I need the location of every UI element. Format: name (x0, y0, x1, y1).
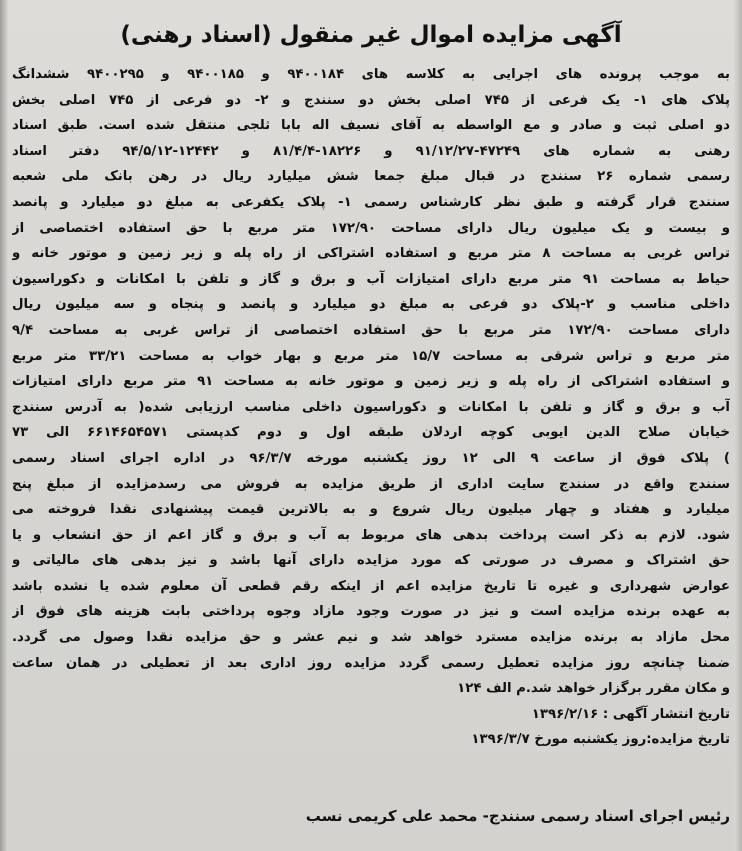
publish-date-line: تاریخ انتشار آگهی : ۱۳۹۶/۲/۱۶ (531, 706, 730, 722)
body-line: آب و برق و گاز و تلفن با امکانات و دکوراسیون داخلی مناسب ارزیابی شده( به آدرس سنندج (12, 399, 730, 415)
body-line: دارای مساحت ۱۷۲/۹۰ متر مربع با حق استفاده اختصاصی از تراس غربی به مساحت ۹/۴ (12, 322, 730, 338)
paper-right-edge (734, 0, 742, 851)
body-line: تراس غربی به مساحت ۸ متر مربع و استفاده اشتراکی از راه پله و زیر زمین و موتور خانه و (12, 246, 730, 262)
body-line: محل مازاد به برنده مزایده مسترد خواهد شد و نیم عشر و حق مزایده نقدا وصول می گردد. (12, 630, 730, 646)
body-line: ) پلاک فوق از ساعت ۹ الی ۱۲ روز یکشنبه مورخه ۹۶/۳/۷ در اداره اجرای اسناد رسمی (12, 450, 730, 466)
body-line: حیاط به مساحت ۹۱ متر مربع دارای امتیازات آب و برق و گاز و تلفن با امکانات و دکوراسیون (12, 271, 730, 287)
body-line: به عهده برنده مزایده است و نیز در صورت وجود مازاد وجوه پرداختی بابت هزینه های فوق از (12, 604, 730, 620)
body-line: ضمنا چنانچه روز مزایده تعطیل رسمی گردد مزایده روز اداری بعد از تعطیلی در همان ساعت (12, 655, 730, 671)
body-line: به موجب پرونده های اجرایی به کلاسه های ۹۴۰۰۱۸۴ و ۹۴۰۰۱۸۵ و ۹۴۰۰۲۹۵ ششدانگ (12, 67, 730, 82)
signature: رئیس اجرای اسناد رسمی سنندج- محمد علی کریمی نسب (305, 807, 730, 825)
body-line: دو اصلی ثبت و صادر و مع الواسطه به آقای نسیف اله بابا ثلجی منتقل شده است. طبق اسناد (12, 118, 730, 134)
body-line: و بیست و یک میلیون ریال دارای مساحت ۱۷۲/۹۰ متر مربع با حق استفاده اختصاصی از (12, 220, 730, 236)
body-line: سنندج واقع در سنندج سایت اداری از طریق مزایده به فروش می رسدمزایده از مبلغ پنج (12, 476, 730, 492)
body-line: رسمی شماره ۲۶ سنندج در قبال مبلغ جمعا شش میلیارد ریال در رهن بانک ملی شعبه (12, 169, 730, 185)
body-line: داخلی مناسب و ۲-پلاک دو فرعی به مبلغ دو میلیارد و پانصد و پنجاه و سه میلیون ریال (12, 297, 730, 313)
auction-date-line: تاریخ مزایده:روز یکشنبه مورخ ۱۳۹۶/۳/۷ (471, 732, 730, 748)
body-line: شود. لازم به ذکر است پرداخت بدهی های مربوط به آب و برق و گاز اعم از حق انشعاب و یا (12, 527, 730, 543)
body-line: متر مربع و تراس شرقی به مساحت ۱۵/۷ متر مربع و بهار خواب به مساحت ۳۳/۲۱ متر مربع (12, 348, 730, 364)
notice-title: آگهی مزایده اموال غیر منقول (اسناد رهنی) (120, 22, 622, 48)
body-line: و مکان مقرر برگزار خواهد شد.م الف ۱۲۴ (457, 681, 730, 697)
body-line: و استفاده اشتراکی از راه پله و زیر زمین و موتور خانه به مساحت ۹۱ متر مربع دارای امتیازات (12, 374, 730, 390)
paper-left-edge (0, 0, 8, 851)
body-line: پلاک های ۱- یک فرعی از ۷۴۵ اصلی بخش دو سنندج و ۲- دو فرعی از ۷۴۵ اصلی بخش (12, 92, 730, 108)
body-line: رهنی به شماره های ۴۷۲۴۹-۹۱/۱۲/۲۷ و ۱۸۲۲۶-۸۱/۴/۴ و ۱۲۴۴۲-۹۴/۵/۱۲ دفتر اسناد (12, 143, 730, 159)
body-line: خیابان صلاح الدین ایوبی کوچه اردلان طبقه اول و دوم کدپستی ۶۶۱۴۶۵۴۵۷۱ الی ۷۳ (12, 425, 730, 441)
body-line: سنندج قرار گرفته و طبق نظر کارشناس رسمی ۱- پلاک یکفرعی به مبلغ دو میلیارد و پانصد (12, 194, 730, 210)
body-line: میلیارد و هفتاد و چهار میلیون ریال شروع و به بالاترین قیمت پیشنهادی نقدا فروخته می (12, 502, 730, 518)
body-line: حق اشتراک و مصرف در صورتی که مورد مزایده دارای آنها باشد و نیز بدهی های مالیاتی و (12, 553, 730, 569)
notice-body (12, 62, 730, 753)
body-line: عوارض شهرداری و غیره تا تاریخ مزایده اعم از اینکه رقم قطعی آن معلوم شده یا نشده باشد (12, 578, 730, 594)
